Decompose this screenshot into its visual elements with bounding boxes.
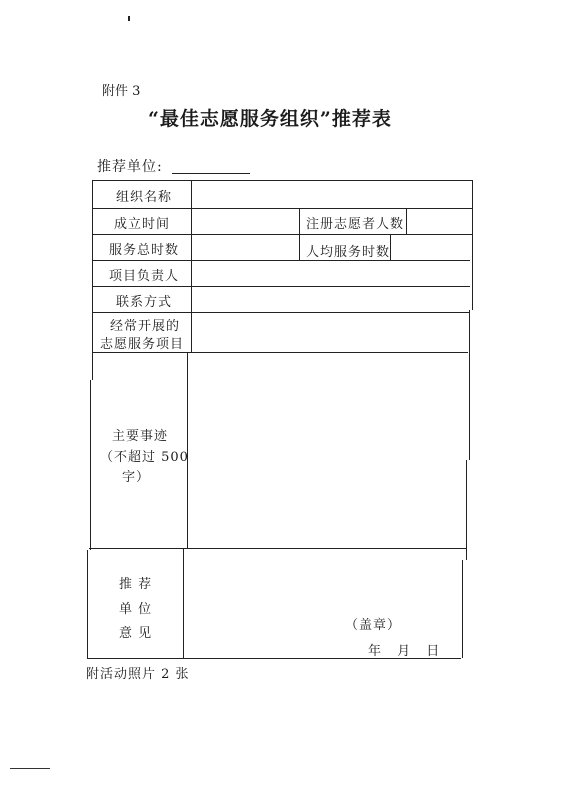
row-divider [92, 352, 468, 353]
table-right-border [472, 180, 473, 310]
opinion-label-line3: 意 见 [119, 626, 153, 641]
registered-volunteers-label: 注册志愿者人数 [306, 217, 405, 232]
opinion-label-line1: 推 荐 [119, 577, 153, 592]
row-divider [92, 260, 470, 261]
regular-projects-field[interactable] [193, 314, 467, 351]
table-top-border [92, 180, 472, 181]
founded-label: 成立时间 [114, 217, 171, 232]
recommender-opinion-field[interactable] [185, 550, 461, 657]
table-left-border [92, 180, 93, 380]
registered-volunteers-field[interactable] [408, 210, 470, 233]
main-deeds-label-line2: （不超过 500 [100, 450, 189, 465]
label-column-divider [191, 180, 192, 352]
mid-column-divider [299, 208, 300, 260]
count-column-divider [406, 208, 407, 234]
main-deeds-label-line3: 字） [122, 470, 151, 485]
attachment-label: 附件 3 [102, 84, 141, 99]
avg-hours-field[interactable] [392, 236, 468, 259]
photo-attachment-note: 附活动照片 2 张 [86, 667, 190, 682]
row-divider [92, 286, 470, 287]
regular-projects-label-line1: 经常开展的 [110, 319, 181, 334]
table-left-border [87, 550, 88, 658]
count-column-divider [390, 234, 391, 260]
main-deeds-label-line1: 主要事迹 [112, 429, 169, 444]
recommender-unit-label: 推荐单位: [97, 159, 163, 175]
contact-label: 联系方式 [116, 295, 173, 310]
table-left-border [90, 380, 91, 550]
founded-field[interactable] [193, 210, 297, 233]
recommender-unit-field[interactable] [172, 173, 250, 174]
scan-speck [128, 16, 130, 21]
contact-field[interactable] [193, 288, 468, 311]
total-hours-field[interactable] [193, 236, 297, 259]
avg-hours-label: 人均服务时数 [306, 245, 391, 260]
project-leader-field[interactable] [193, 262, 468, 285]
label-column-divider [183, 548, 184, 658]
stamp-label: （盖章） [345, 618, 402, 633]
opinion-label-line2: 单 位 [119, 602, 153, 617]
total-hours-label: 服务总时数 [109, 243, 180, 258]
date-label: 年 月 日 [368, 644, 446, 659]
footnote-rule [10, 768, 50, 769]
row-divider [92, 312, 470, 313]
row-divider [89, 548, 467, 549]
main-deeds-field[interactable] [189, 354, 465, 547]
project-leader-label: 项目负责人 [109, 269, 180, 284]
org-name-field[interactable] [193, 182, 470, 207]
row-divider [92, 234, 472, 235]
row-divider [92, 208, 472, 209]
table-right-border [462, 560, 463, 658]
regular-projects-label-line2: 志愿服务项目 [100, 337, 185, 352]
org-name-label: 组织名称 [116, 190, 173, 205]
table-right-border [466, 460, 467, 560]
table-right-border [469, 310, 470, 460]
document-title: “最佳志愿服务组织”推荐表 [148, 108, 392, 130]
